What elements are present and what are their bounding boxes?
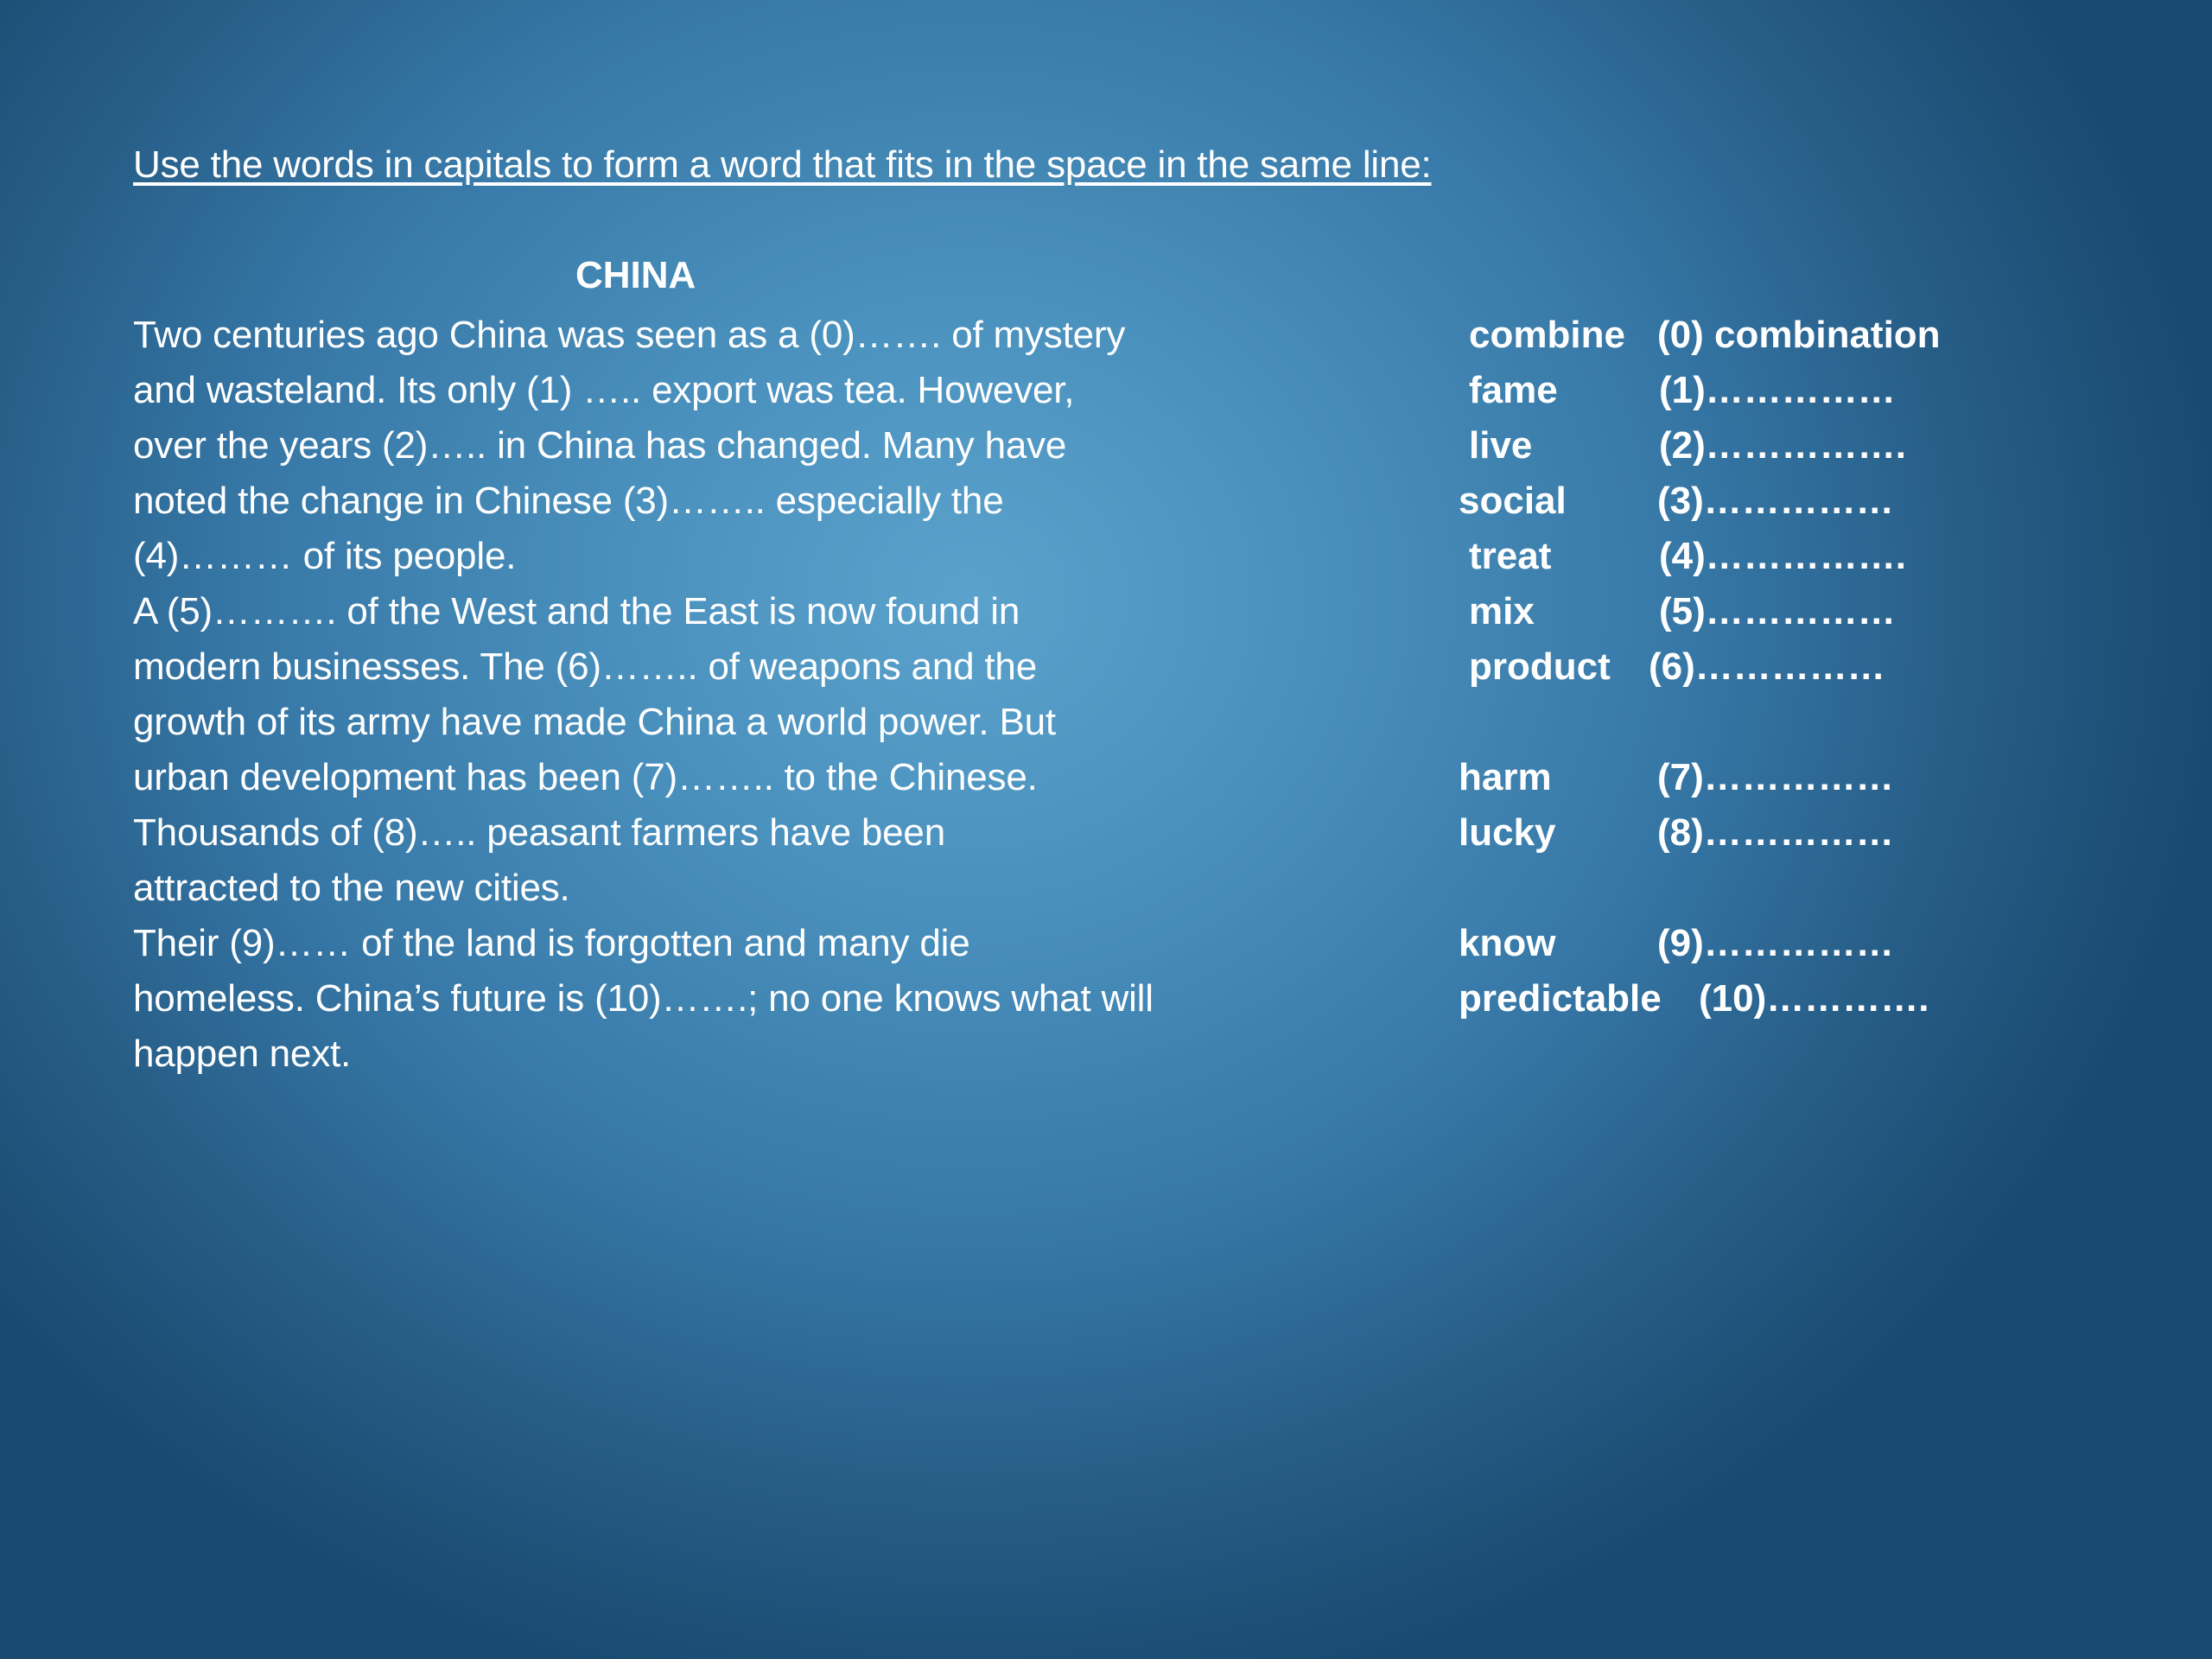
answer-blank: (9)…………… (1657, 922, 1894, 964)
passage-line: modern businesses. The (6)…….. of weapons and the (133, 645, 1037, 688)
passage-line: urban development has been (7)…….. to the Chinese. (133, 756, 1038, 798)
passage-line: homeless. China’s future is (10)…….; no one knows what will (133, 977, 1154, 1020)
word-list-item (1459, 584, 2063, 639)
base-word: treat (1469, 535, 1552, 577)
base-word: predictable (1459, 977, 1662, 1020)
word-list-item (1459, 529, 2063, 584)
answer-blank: (8)…………… (1657, 811, 1894, 854)
base-word: lucky (1459, 811, 1556, 854)
passage-line: over the years (2)….. in China has changed. Many have (133, 424, 1067, 467)
word-list (1459, 308, 2063, 1027)
passage-line: growth of its army have made China a world power. But (133, 701, 1056, 743)
base-word: harm (1459, 756, 1552, 798)
passage-line: Thousands of (8)….. peasant farmers have been (133, 811, 945, 854)
passage-title: CHINA (575, 254, 696, 296)
base-word: fame (1469, 369, 1558, 411)
word-list-item (1459, 474, 2063, 529)
passage-line: Their (9)…… of the land is forgotten and many die (133, 922, 970, 964)
word-list-item (1459, 363, 2063, 418)
answer-blank: (4)……………. (1659, 535, 1906, 577)
answer-blank: (3)…………… (1657, 480, 1894, 522)
word-list-item (1459, 308, 2063, 363)
instruction-text: Use the words in capitals to form a word that fits in the space in the same line: (133, 143, 1432, 186)
base-word: know (1459, 922, 1556, 964)
passage-line: noted the change in Chinese (3)…….. especially the (133, 480, 1004, 522)
passage-line: (4)……… of its people. (133, 535, 517, 577)
base-word: combine (1469, 314, 1625, 356)
base-word: live (1469, 424, 1533, 467)
word-list-spacer (1459, 861, 2063, 916)
word-list-spacer (1459, 695, 2063, 750)
answer-blank: (2)……………. (1659, 424, 1906, 467)
word-list-item (1459, 805, 2063, 861)
answer-blank: (5)…………… (1659, 590, 1896, 632)
word-list-item (1459, 750, 2063, 805)
word-list-item (1459, 639, 2063, 695)
answer-blank: (0) combination (1657, 314, 1941, 356)
word-list-item (1459, 916, 2063, 971)
passage-line: A (5)………. of the West and the East is now found in (133, 590, 1020, 632)
answer-blank: (1)…………… (1659, 369, 1896, 411)
passage-line: happen next. (133, 1033, 352, 1075)
base-word: social (1459, 480, 1567, 522)
passage-line: and wasteland. Its only (1) ….. export was tea. However, (133, 369, 1075, 411)
passage-line: Two centuries ago China was seen as a (0)……. of mystery (133, 314, 1126, 356)
base-word: mix (1469, 590, 1535, 632)
base-word: product (1469, 645, 1611, 688)
word-list-item (1459, 418, 2063, 474)
answer-blank: (7)…………… (1657, 756, 1894, 798)
passage-text (133, 308, 1429, 1082)
word-list-item (1459, 971, 2063, 1027)
answer-blank: (6)…………… (1649, 645, 1885, 688)
answer-blank: (10)…………. (1699, 977, 1929, 1020)
passage-line: attracted to the new cities. (133, 867, 570, 909)
